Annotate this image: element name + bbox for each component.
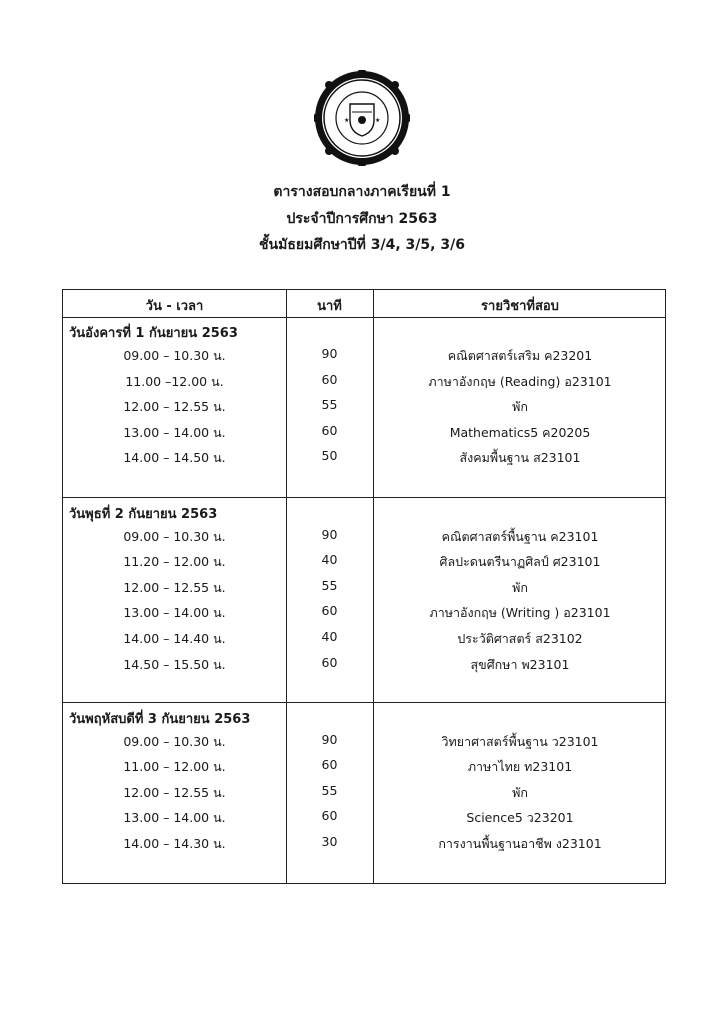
minutes-cell: 60: [321, 808, 338, 823]
time-cell: 13.00 – 14.00 น.: [123, 810, 226, 825]
table-row: [63, 527, 667, 547]
minutes-cell: 60: [321, 423, 338, 438]
time-cell: 11.00 –12.00 น.: [125, 374, 224, 389]
day-label: วันพุธที่ 2 กันยายน 2563: [69, 507, 218, 522]
table-row: [63, 629, 667, 649]
minutes-cell: 60: [321, 757, 338, 772]
subject-cell: พัก: [512, 785, 528, 800]
table-row: [63, 448, 667, 468]
subject-cell: ภาษาอังกฤษ (Writing ) อ23101: [429, 605, 611, 620]
minutes-cell: 60: [321, 372, 338, 387]
header-subject: รายวิชาที่สอบ: [481, 299, 559, 314]
time-cell: 14.00 – 14.30 น.: [123, 836, 226, 851]
minutes-cell: 60: [321, 655, 338, 670]
svg-text:★: ★: [344, 117, 350, 124]
day-label: วันอังคารที่ 1 กันยายน 2563: [69, 326, 238, 341]
table-row: [63, 603, 667, 623]
minutes-cell: 40: [321, 552, 338, 567]
time-cell: 12.00 – 12.55 น.: [123, 580, 226, 595]
table-row: [63, 732, 667, 752]
time-cell: 11.00 – 12.00 น.: [123, 759, 226, 774]
time-cell: 14.50 – 15.50 น.: [123, 657, 226, 672]
minutes-cell: 40: [321, 629, 338, 644]
subject-cell: การงานพื้นฐานอาชีพ ง23101: [438, 836, 602, 851]
subject-cell: พัก: [512, 580, 528, 595]
minutes-cell: 30: [321, 834, 338, 849]
time-cell: 09.00 – 10.30 น.: [123, 529, 226, 544]
row-divider: [63, 317, 665, 318]
table-row: [63, 757, 667, 777]
subject-cell: สุขศึกษา พ23101: [470, 657, 570, 672]
table-row: [63, 834, 667, 854]
table-row: [63, 552, 667, 572]
subject-cell: คณิตศาสตร์เสริม ค23201: [447, 348, 593, 363]
table-row: [63, 783, 667, 803]
time-cell: 11.20 – 12.00 น.: [123, 554, 226, 569]
subject-cell: ประวัติศาสตร์ ส23102: [457, 631, 583, 646]
subject-cell: พัก: [512, 399, 528, 414]
time-cell: 09.00 – 10.30 น.: [123, 348, 226, 363]
table-row: [63, 423, 667, 443]
time-cell: 14.00 – 14.40 น.: [123, 631, 226, 646]
time-cell: 14.00 – 14.50 น.: [123, 450, 226, 465]
subject-cell: ศิลปะดนตรีนาฏศิลป์ ศ23101: [439, 554, 601, 569]
minutes-cell: 55: [321, 783, 338, 798]
class-level-title: ชั้นมัธยมศึกษาปีที่ 3/4, 3/5, 3/6: [259, 237, 465, 253]
time-cell: 13.00 – 14.00 น.: [123, 425, 226, 440]
header-minutes: นาที: [317, 299, 342, 314]
table-row: [63, 808, 667, 828]
table-row: [63, 346, 667, 366]
subject-cell: Mathematics5 ค20205: [449, 425, 591, 440]
time-cell: 12.00 – 12.55 น.: [123, 785, 226, 800]
time-cell: 09.00 – 10.30 น.: [123, 734, 226, 749]
minutes-cell: 90: [321, 527, 338, 542]
exam-schedule-table: [62, 289, 666, 884]
subject-cell: Science5 ว23201: [466, 810, 574, 825]
minutes-cell: 90: [321, 346, 338, 361]
table-row: [63, 578, 667, 598]
subject-cell: วิทยาศาสตร์พื้นฐาน ว23101: [441, 734, 599, 749]
minutes-cell: 60: [321, 603, 338, 618]
subject-cell: ภาษาไทย ท23101: [467, 759, 573, 774]
time-cell: 13.00 – 14.00 น.: [123, 605, 226, 620]
row-divider: [63, 702, 665, 703]
academic-year-title: ประจำปีการศึกษา 2563: [286, 211, 438, 227]
svg-text:★: ★: [375, 117, 381, 124]
day-label: วันพฤหัสบดีที่ 3 กันยายน 2563: [69, 712, 251, 727]
minutes-cell: 55: [321, 578, 338, 593]
row-divider: [63, 497, 665, 498]
subject-cell: คณิตศาสตร์พื้นฐาน ค23101: [441, 529, 599, 544]
table-row: [63, 397, 667, 417]
table-row: [63, 372, 667, 392]
document-title: ตารางสอบกลางภาคเรียนที่ 1: [273, 184, 451, 200]
subject-cell: สังคมพื้นฐาน ส23101: [459, 450, 581, 465]
header-time: วัน - เวลา: [145, 299, 204, 314]
time-cell: 12.00 – 12.55 น.: [123, 399, 226, 414]
minutes-cell: 55: [321, 397, 338, 412]
minutes-cell: 50: [321, 448, 338, 463]
minutes-cell: 90: [321, 732, 338, 747]
subject-cell: ภาษาอังกฤษ (Reading) อ23101: [428, 374, 612, 389]
school-seal-logo: [314, 70, 410, 166]
table-row: [63, 655, 667, 675]
